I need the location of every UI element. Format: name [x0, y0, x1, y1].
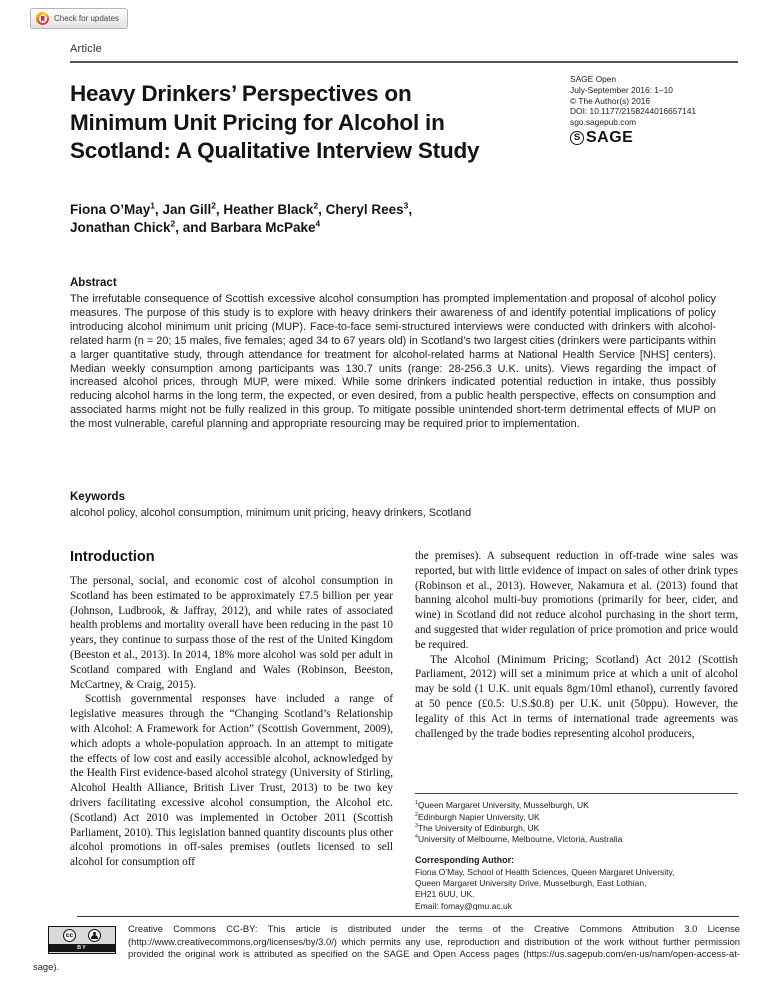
corresponding-author-line: Queen Margaret University Drive, Musselburgh, East Lothian,	[415, 878, 647, 889]
title-line: Heavy Drinkers’ Perspectives on	[70, 81, 412, 106]
abstract-heading: Abstract	[70, 277, 117, 289]
body-paragraph: Scottish governmental responses have included a range of legislative measures through the “Changing Scotland’s Relationship with Alcohol: A Framework for Action” (Scottish Government, 2009), which adopts a whole-population approach. In an attempt to mitigate the effects of low cost and easily accessible alcohol, acknowledged by the Health First evidence-based alcohol strategy (University of Stirling, Alcohol Health Alliance, British Liver Trust, 2013) to be two key drivers facilitating excessive alcohol consumption, the Alcohol etc. (Scotland) Act 2010 was implemented in October 2011 (Scottish Parliament, 2010). This legislation banned quantity discounts plus other alcohol promotions in off-sales premises (outlets licensed to sell alcohol for consumption off	[70, 693, 393, 869]
check-for-updates-button[interactable]	[30, 8, 128, 29]
body-columns	[70, 549, 738, 912]
section-label: Article	[70, 43, 102, 55]
sage-logo-text: SAGE	[586, 128, 634, 146]
affiliation-line: $^1$Queen Margaret University, Musselburgh, UK	[415, 800, 589, 811]
abstract-text: The irrefutable consequence of Scottish excessive alcohol consumption has prompted implementation and proposal of alcohol policy measures. The purpose of this study is to explore with heavy drinkers their awareness of and identify potential implications of policy introducing alcohol minimum unit pricing (MUP). Face-to-face semi-structured interviews were conducted with drinkers with alcohol-related harm (n = 20; 15 males, five females; aged 34 to 67 years old) in Scotland’s two largest cities (drinkers were participants within a larger quantitative study, through attendance for treatment for alcohol-related harms at National Health Service [NHS] centers). Median weekly consumption among participants was 130.7 units (range: 28-256.3 U.K. units). Views regarding the impact of increased alcohol prices, through MUP, were mixed. While some drinkers indicated potential reduction in intake, thus possibly reducing alcohol harms in the long term, the expected, or even desired, from a public health perspective, effects on consumption and associated harms might not be fully realized in this group. To mitigate possible unintended short-term detrimental effects of MUP on the most vulnerable, careful planning and appropriate resourcing may be required prior to implementation.	[70, 293, 716, 431]
attribution-person-icon	[88, 929, 101, 942]
author-line: Jonathan Chick$^2$, and Barbara McPake$^4$	[70, 218, 321, 235]
body-paragraph: The Alcohol (Minimum Pricing; Scotland) Act 2012 (Scottish Parliament, 2012) will set a minimum price at which a unit of alcohol may be sold (1 U.K. unit equals 8gm/10ml ethanol), currently favored at 50 pence (£0.5: U.S.$0.8) per U.K. unit (50ppu). However, the legality of this Act in terms of international trade agreements was challenged by the trade bodies representing alcohol producers,	[415, 653, 738, 740]
right-column	[415, 549, 738, 912]
right-column-paragraphs	[415, 549, 738, 741]
abstract-section	[70, 277, 716, 432]
journal-info-lines	[570, 74, 740, 128]
title-line: Scotland: A Qualitative Interview Study	[70, 138, 480, 163]
affiliations	[415, 800, 738, 845]
sage-logo-s-icon: S	[570, 131, 584, 145]
journal-info-line: DOI: 10.1177/2158244016657141	[570, 106, 697, 117]
footnotes	[415, 793, 738, 912]
cc-by-license-badge[interactable]	[48, 926, 116, 954]
journal-info	[570, 74, 740, 145]
corresponding-author-line: Email: fomay@qmu.ac.uk	[415, 900, 512, 911]
corresponding-author-line: EH21 6UU, UK.	[415, 889, 475, 900]
introduction-heading: Introduction	[70, 549, 155, 565]
keywords-section	[70, 491, 716, 519]
journal-info-line: SAGE Open	[570, 74, 617, 84]
journal-info-line: sgo.sagepub.com	[570, 117, 637, 128]
cc-icon: cc	[63, 929, 76, 942]
body-paragraph: the premises). A subsequent reduction in off-trade wine sales was reported, but with little evidence of impact on sales of other drink types (Robinson et al., 2013). However, Nakamura et al. (2013) found that banning alcohol multi-buy promotions (primarily for beer, cider, and wine) in Scotland did not reduce alcohol purchasing in the short term, and suggested that wider regulation of price promotion and price would be required.	[415, 550, 738, 651]
license-text: Creative Commons CC-BY: This article is distributed under the terms of the Creative Commons Attribution 3.0 License (http://www.creativecommons.org/licenses/by/3.0/) which permits any use, reproduction and distribution of the work without further permission provided the original work is attributed as specified on the SAGE and Open Access pages (https://us.sagepub.com/en-us/nam/open-access-at-sage).	[33, 923, 740, 972]
corresponding-author-lines	[415, 867, 738, 912]
journal-info-line: July-September 2016: 1–10	[570, 84, 673, 95]
crossmark-icon	[36, 12, 49, 25]
body-paragraph: The personal, social, and economic cost of alcohol consumption in Scotland has been estimated to be approximately £7.5 billion per year (Johnson, Ludbrook, & Jaffray, 2012), and while rates of associated health problems and mortality overall have been reducing in the past 10 years, they continue to surpass those of the rest of the United Kingdom (Beeston et al., 2013). In 2014, 18% more alcohol was sold per adult in Scotland compared with England and Wales (Robinson, Beeston, McCartney, & Craig, 2015).	[70, 575, 393, 691]
license-block	[33, 916, 740, 973]
corresponding-author	[415, 855, 738, 912]
sage-logo	[570, 128, 740, 146]
header-rule	[70, 61, 738, 63]
affiliation-line: $^3$The University of Edinburgh, UK	[415, 822, 540, 833]
affiliation-line: $^4$University of Melbourne, Melbourne, Victoria, Australia	[415, 834, 623, 845]
journal-info-line: © The Author(s) 2016	[570, 95, 651, 106]
affiliation-line: $^2$Edinburgh Napier University, UK	[415, 811, 540, 822]
authors	[70, 201, 590, 236]
corresponding-author-line: Fiona O’May, School of Health Sciences, Queen Margaret University,	[415, 866, 675, 877]
check-for-updates-label: Check for updates	[54, 14, 119, 23]
corresponding-author-heading: Corresponding Author:	[415, 854, 515, 865]
cc-by-label: BY	[49, 944, 115, 952]
keywords-text: alcohol policy, alcohol consumption, minimum unit pricing, heavy drinkers, Scotland	[70, 507, 472, 519]
page-title	[70, 80, 570, 166]
left-column-paragraphs	[70, 574, 393, 870]
title-line: Minimum Unit Pricing for Alcohol in	[70, 109, 445, 135]
left-column	[70, 549, 393, 912]
cc-badge-icons	[49, 927, 115, 942]
author-line: Fiona O’May$^1$, Jan Gill$^2$, Heather Black$^2$, Cheryl Rees$^3$,	[70, 200, 413, 217]
license-body	[33, 917, 740, 973]
keywords-heading: Keywords	[70, 491, 125, 503]
